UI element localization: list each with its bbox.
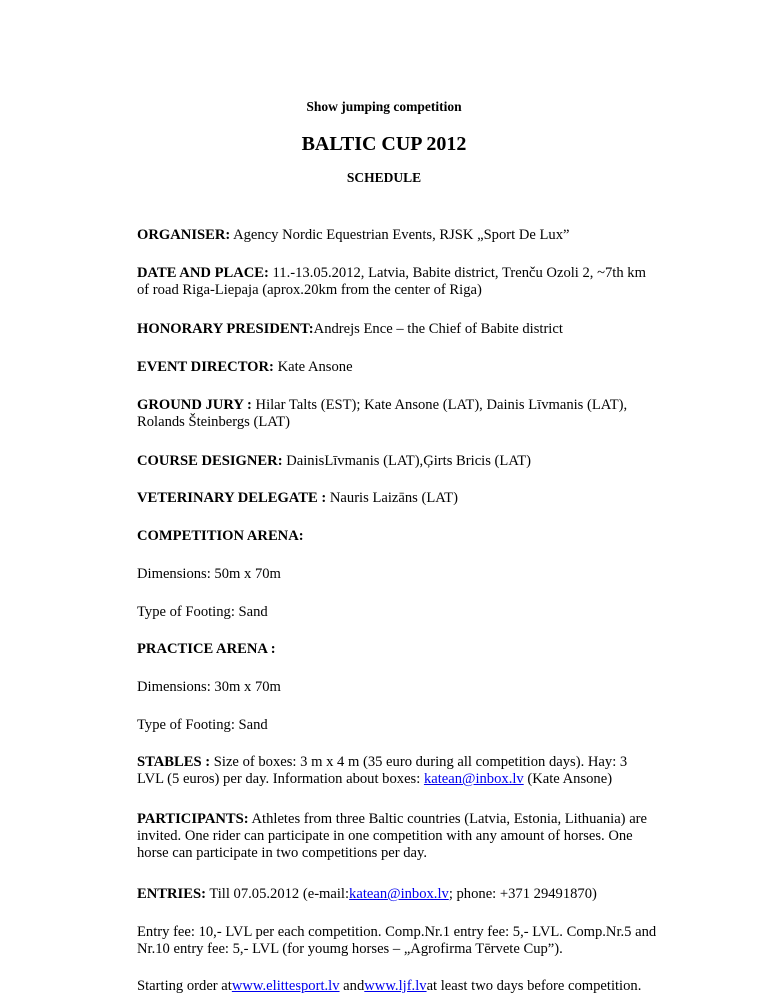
entries-label: ENTRIES: [137,886,206,902]
organiser-paragraph [137,227,657,244]
practice-arena-footing: Type of Footing: Sand [137,717,268,733]
practice-arena-heading [137,641,657,658]
vet-label: VETERINARY DELEGATE : [137,490,327,506]
entries-paragraph [137,886,657,903]
ljf-link[interactable]: www.ljf.lv [364,978,427,994]
stables-text-after: (Kate Ansone) [523,771,613,787]
designer-text: DainisLīvmanis (LAT),Ģirts Bricis (LAT) [282,453,532,469]
director-text: Kate Ansone [273,359,353,375]
entries-text-after: ; phone: +371 29491870) [448,886,597,902]
practice-arena-dimensions: Dimensions: 30m x 70m [137,679,281,695]
entries-email-link[interactable]: katean@inbox.lv [349,886,449,902]
vet-paragraph [137,490,657,507]
date-place-label: DATE AND PLACE: [137,265,269,281]
stables-paragraph [137,754,657,788]
stables-label: STABLES : [137,754,211,770]
director-label: EVENT DIRECTOR: [137,359,274,375]
starting-order-middle: and [339,978,365,994]
starting-order-paragraph [137,978,657,995]
comp-arena-label: COMPETITION ARENA: [137,528,304,544]
comp-arena-footing: Type of Footing: Sand [137,604,268,620]
stables-email-link[interactable]: katean@inbox.lv [423,771,524,787]
elittesport-link[interactable]: www.elittesport.lv [231,978,340,994]
starting-order-suffix: at least two days before competition. [426,978,642,994]
comp-arena-heading [137,528,657,545]
honorary-label: HONORARY PRESIDENT: [137,321,314,337]
honorary-paragraph [137,321,657,338]
practice-arena-label: PRACTICE ARENA : [137,641,276,657]
starting-order-prefix: Starting order at [137,978,232,994]
designer-paragraph [137,453,657,470]
vet-text: Nauris Laizāns (LAT) [326,490,458,506]
jury-paragraph [137,397,657,431]
director-paragraph [137,359,657,376]
document-supertitle: Show jumping competition [306,99,462,114]
document-title: BALTIC CUP 2012 [301,133,467,155]
entry-fee-paragraph: Entry fee: 10,- LVL per each competition. Comp.Nr.1 entry fee: 5,- LVL. Comp.Nr.5 and Nr.10 entry fee: 5,- LVL (for youmg horses – „Agrofirma Tērvete Cup”). [137,924,657,957]
entries-text: Till 07.05.2012 (e-mail: [205,886,350,902]
organiser-label: ORGANISER: [137,227,231,243]
date-place-text: 11.-13.05.2012, Latvia, Babite district, Trenču Ozoli 2, ~7th km of road Riga-Liepaja (aprox.20km from the center of Riga) [137,265,646,298]
participants-label: PARTICIPANTS: [137,811,249,827]
designer-label: COURSE DESIGNER: [137,453,283,469]
jury-label: GROUND JURY : [137,397,252,413]
participants-paragraph [137,811,657,862]
stables-text: Size of boxes: 3 m x 4 m (35 euro during all competition days). Hay: 3 LVL (5 euros) per day. Information about boxes: [137,754,628,787]
jury-text: Hilar Talts (EST); Kate Ansone (LAT), Dainis Līvmanis (LAT), Rolands Šteinbergs (LAT) [137,397,628,430]
document-subtitle: SCHEDULE [346,170,422,185]
organiser-text: Agency Nordic Equestrian Events, RJSK „Sport De Lux” [230,227,570,243]
comp-arena-dimensions: Dimensions: 50m x 70m [137,566,281,582]
date-place-paragraph [137,265,657,299]
honorary-text: Andrejs Ence – the Chief of Babite district [313,321,563,337]
participants-text: Athletes from three Baltic countries (Latvia, Estonia, Lithuania) are invited. One rider can participate in one competition with any amount of horses. One horse can participate in two competitions per day. [137,811,648,861]
